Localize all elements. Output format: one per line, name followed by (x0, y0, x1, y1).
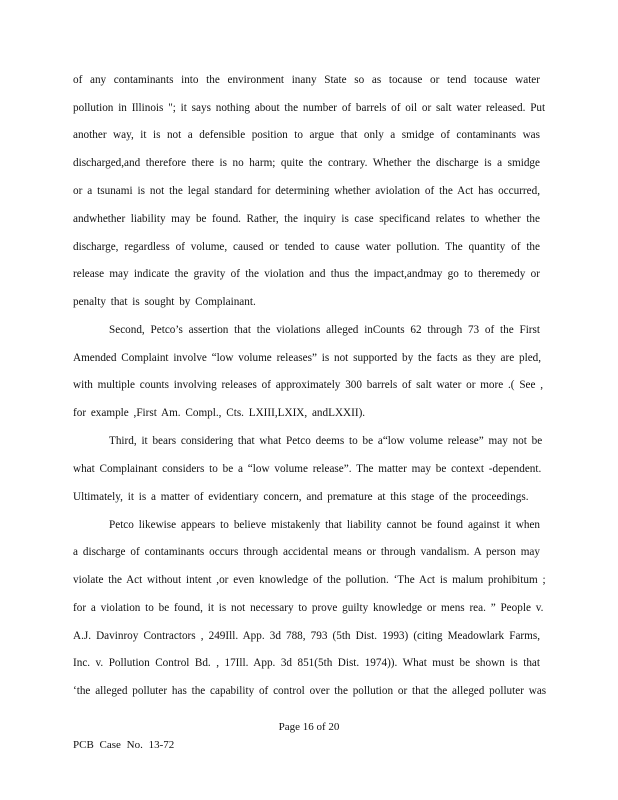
body-text-line: a discharge of contaminants occurs through accidental means or through vandalism. A person may (73, 546, 540, 558)
paragraph-first-line: Petco likewise appears to believe mistakenly that liability cannot be found against it when (109, 519, 540, 531)
body-text-line: violate the Act without intent ,or even knowledge of the pollution. ‘The Act is malum prohibitum ; (73, 574, 546, 586)
body-text-line: Ultimately, it is a matter of evidentiary concern, and premature at this stage of the proceedings. (73, 491, 529, 503)
case-number-footer: PCB Case No. 13-72 (73, 739, 175, 751)
paragraph-first-line: Third, it bears considering that what Petco deems to be a“low volume release” may not be (109, 435, 543, 447)
citation-line: Inc. v. Pollution Control Bd. , 17Ill. App. 3d 851(5th Dist. 1974)). What must be shown is that (73, 657, 540, 669)
body-text-line: pollution in Illinois "; it says nothing about the number of barrels of oil or salt water released. Put (73, 102, 546, 114)
body-text-line: release may indicate the gravity of the violation and thus the impact,andmay go to theremedy or (73, 268, 540, 280)
body-text-line: of any contaminants into the environment inany State so as tocause or tend tocause water (73, 74, 540, 86)
body-text-line: penalty that is sought by Complainant. (73, 296, 256, 308)
body-text-line: andwhether liability may be found. Rather, the inquiry is case specificand relates to whether the (73, 213, 540, 225)
citation-line: for example ,First Am. Compl., Cts. LXIII,LXIX, andLXXII). (73, 407, 366, 419)
body-text-line: or a tsunami is not the legal standard for determining whether aviolation of the Act has occurred, (73, 185, 540, 197)
body-text-line: Amended Complaint involve “low volume releases” is not supported by the facts as they are pled, (73, 352, 542, 364)
body-text-line: what Complainant considers to be a “low volume release”. The matter may be context -dependent. (73, 463, 542, 475)
body-text-line: another way, it is not a defensible position to argue that only a smidge of contaminants was (73, 129, 540, 141)
citation-line: A.J. Davinroy Contractors , 249Ill. App. 3d 788, 793 (5th Dist. 1993) (citing Meadowlark Farms, (73, 630, 540, 642)
page-number: Page 16 of 20 (278, 721, 340, 733)
paragraph-first-line: Second, Petco’s assertion that the violations alleged inCounts 62 through 73 of the First (109, 324, 540, 336)
body-text-line: discharged,and therefore there is no harm; quite the contrary. Whether the discharge is a smidge (73, 157, 540, 169)
body-text-line: ‘the alleged polluter has the capability of control over the pollution or that the alleged polluter was (73, 685, 547, 697)
body-text-line: discharge, regardless of volume, caused or tended to cause water pollution. The quantity of the (73, 241, 540, 253)
body-text-line: with multiple counts involving releases of approximately 300 barrels of salt water or more .( See , (73, 379, 544, 391)
body-text-line: for a violation to be found, it is not necessary to prove guilty knowledge or mens rea. ” People v. (73, 602, 544, 614)
